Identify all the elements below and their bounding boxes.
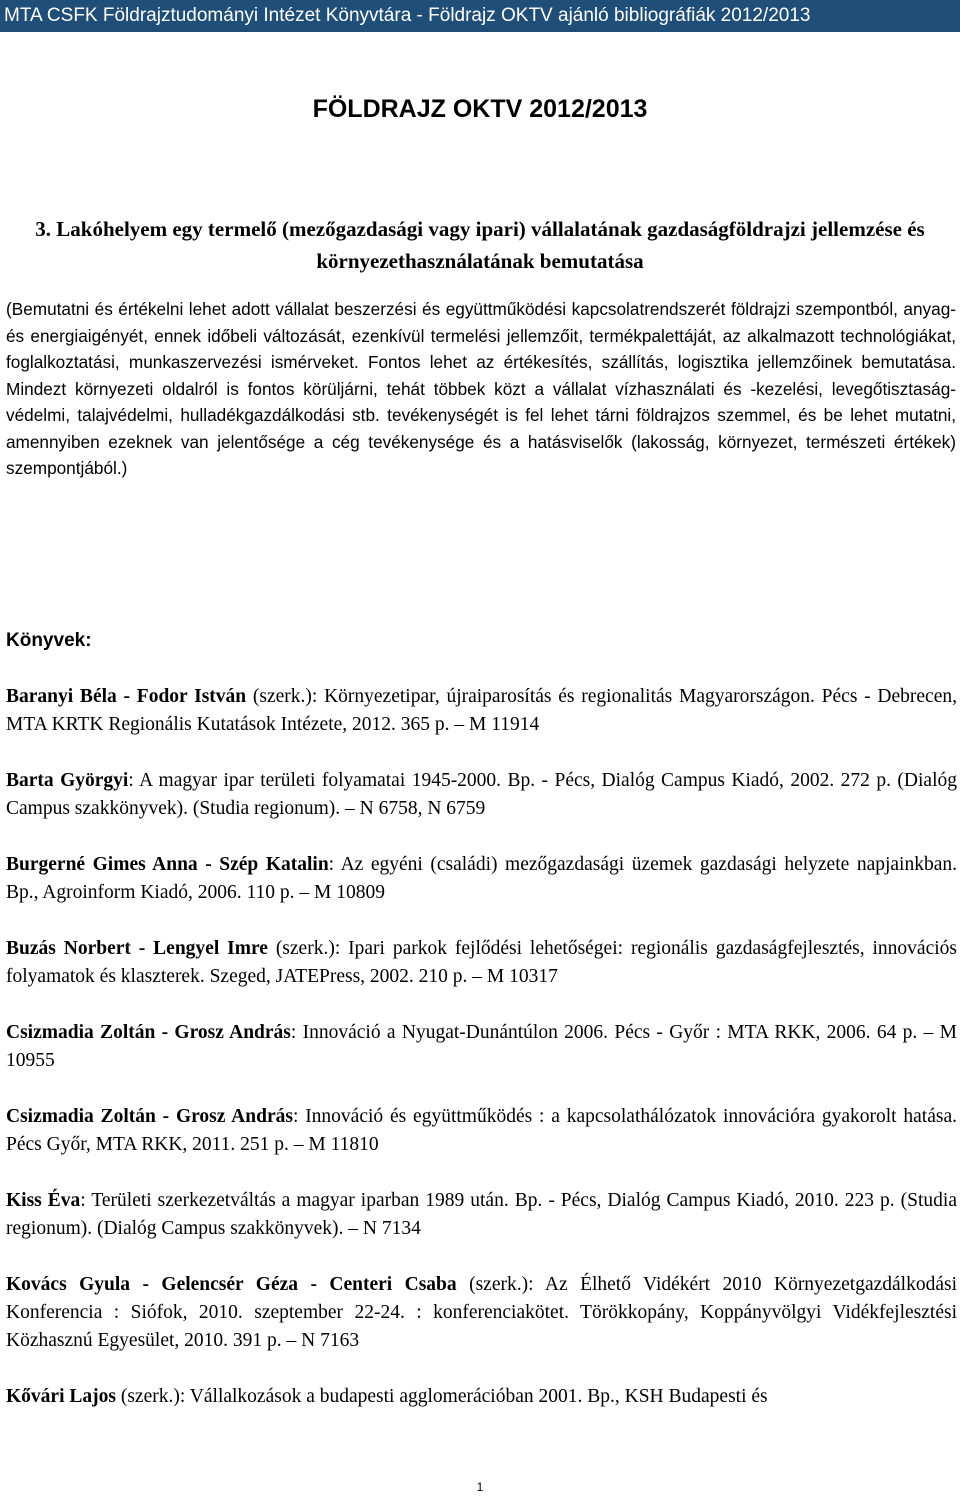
book-entry: [6, 767, 957, 823]
section-title: 3. Lakóhelyem egy termelő (mezőgazdasági vagy ipari) vállalatának gazdaságföldrajzi jellemzése és környezethasználatának bemutatása: [35, 217, 925, 273]
book-details: : Innováció a Nyugat-Dunántúlon 2006. Pécs - Győr : MTA RKK, 2006. 64 p. – M 10955: [6, 1022, 957, 1071]
book-details: (szerk.): Vállalkozások a budapesti agglomerációban 2001. Bp., KSH Budapesti és: [115, 1386, 768, 1407]
book-details: : Innováció és együttműködés : a kapcsolathálózatok innovációra gyakorolt hatása. Pécs Győr, MTA RKK, 2011. 251 p. – M 11810: [6, 1106, 958, 1155]
book-authors: Kiss Éva: [6, 1190, 81, 1211]
book-authors: Burgerné Gimes Anna - Szép Katalin: [6, 854, 329, 875]
intro-paragraph: (Bemutatni és értékelni lehet adott vállalat beszerzési és együttműködési kapcsolatrendszerét földrajzi szempontból, anyag- és energiaigényét, ennek időbeli változását, ezenkívül termelési jellemzőit, termékpalettáját, az alkalmazott technológiákat, foglalkoztatási, munkaszervezési ismérveket. Fontos lehet az értékesítés, szállítás, logisztika jellemzőinek bemutatása. Mindezt környezeti oldalról is fontos körüljárni, tehát többek közt a vállalat vízhasználati és -kezelési, levegőtisztaság-védelmi, talajvédelmi, hulladékgazdálkodási stb. tevékenységét is fel lehet tárni földrajzos szemmel, és be lehet mutatni, amennyiben ezeknek van jelentősége a cég tevékenysége és a hatásviselők (lakosság, környezet, természeti értékek) szempontjából.): [6, 299, 956, 478]
book-details: (szerk.): Az Élhető Vidékért 2010 Környezetgazdálkodási Konferencia : Siófok, 2010. szeptember 22-24. : konferenciakötet. Törökkopány, Koppányvölgyi Vidékfejlesztési Közhasznú Egyesület, 2010. 391 p. – N 7163: [6, 1274, 957, 1351]
header-text: MTA CSFK Földrajztudományi Intézet Könyvtára - Földrajz OKTV ajánló bibliográfiák 2012/2013: [4, 5, 811, 26]
book-details: (szerk.): Ipari parkok fejlődési lehetőségei: regionális gazdaságfejlesztés, innovációs folyamatok és klaszterek. Szeged, JATEPress, 2002. 210 p. – M 10317: [6, 938, 957, 987]
book-authors: Baranyi Béla - Fodor István: [6, 686, 247, 707]
book-entry: [6, 1103, 957, 1159]
book-entry: [6, 935, 957, 991]
books-heading: Könyvek:: [6, 630, 92, 651]
book-details: : Területi szerkezetváltás a magyar iparban 1989 után. Bp. - Pécs, Dialóg Campus Kiadó, 2010. 223 p. (Studia regionum). (Dialóg Campus szakkönyvek). – N 7134: [6, 1190, 957, 1239]
book-authors: Buzás Norbert - Lengyel Imre: [6, 938, 268, 959]
book-list: [6, 683, 957, 1439]
book-entry: [6, 1019, 957, 1075]
book-entry: [6, 1271, 957, 1355]
book-authors: Kovács Gyula - Gelencsér Géza - Centeri Csaba: [6, 1274, 457, 1295]
book-details: : A magyar ipar területi folyamatai 1945-2000. Bp. - Pécs, Dialóg Campus Kiadó, 2002. 272 p. (Dialóg Campus szakkönyvek). (Studia regionum). – N 6758, N 6759: [6, 770, 957, 819]
book-authors: Barta Györgyi: [6, 770, 129, 791]
book-entry: [6, 1383, 957, 1411]
book-entry: [6, 1187, 957, 1243]
book-entry: [6, 683, 957, 739]
book-entry: [6, 851, 957, 907]
document-title: FÖLDRAJZ OKTV 2012/2013: [312, 95, 648, 123]
book-details: : Az egyéni (családi) mezőgazdasági üzemek gazdasági helyzete napjainkban. Bp., Agroinform Kiadó, 2006. 110 p. – M 10809: [6, 854, 957, 903]
book-authors: Kővári Lajos: [6, 1386, 116, 1407]
book-authors: Csizmadia Zoltán - Grosz András: [6, 1022, 291, 1043]
book-details: (szerk.): Környezetipar, újraiparosítás és regionalitás Magyarországon. Pécs - Debrecen, MTA KRTK Regionális Kutatások Intézete, 2012. 365 p. – M 11914: [6, 686, 957, 735]
book-authors: Csizmadia Zoltán - Grosz András: [6, 1106, 293, 1127]
page-number: 1: [476, 1480, 484, 1494]
header-bar: [0, 0, 960, 32]
